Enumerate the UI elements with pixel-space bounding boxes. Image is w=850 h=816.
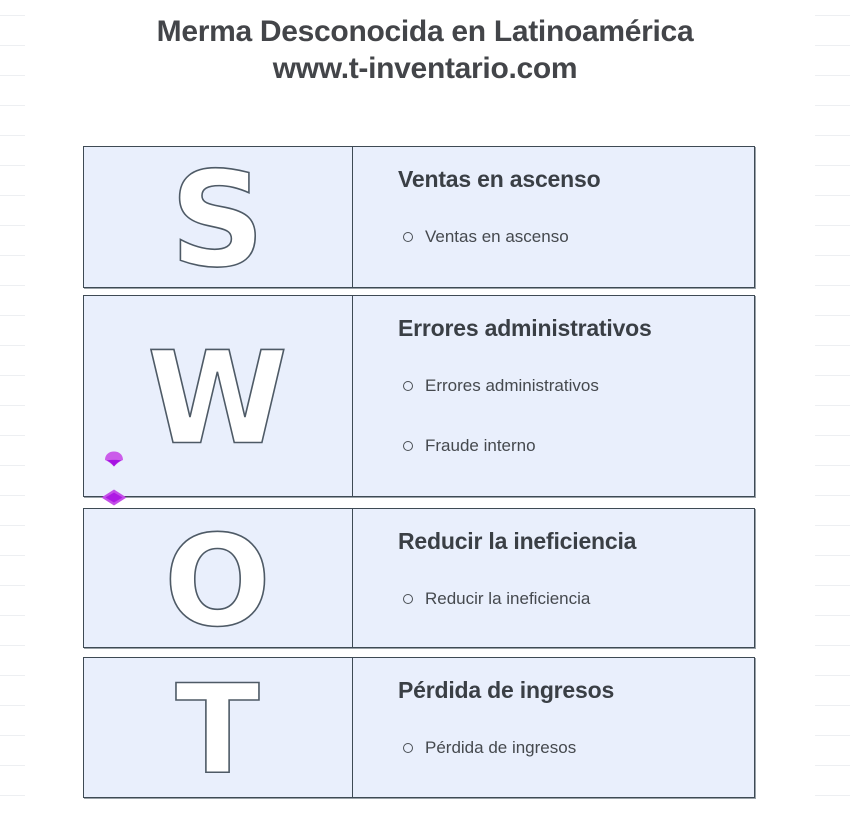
purple-shell-icon	[103, 450, 125, 468]
section-heading: Pérdida de ingresos	[398, 677, 615, 703]
hollow-circle-bullet-icon	[403, 381, 413, 391]
notebook-ruled-lines-right	[815, 0, 850, 816]
swot-letter-cell-t	[84, 658, 353, 797]
swot-row-threats	[83, 657, 755, 798]
swot-content-weaknesses	[353, 296, 754, 496]
letter-t: T	[175, 658, 260, 797]
title-line-1: Merma Desconocida en Latinoamérica	[156, 15, 694, 48]
swot-row-opportunities	[83, 508, 755, 648]
section-heading: Errores administrativos	[398, 315, 652, 341]
outline-letter-o-icon	[84, 509, 352, 647]
swot-letter-cell-s	[84, 147, 353, 287]
section-heading: Ventas en ascenso	[398, 166, 601, 192]
swot-content-opportunities	[353, 509, 754, 647]
section-heading: Reducir la ineficiencia	[398, 528, 637, 554]
outline-letter-t-icon	[84, 658, 352, 797]
list-item-label: Reducir la ineficiencia	[425, 589, 591, 608]
letter-w: W	[147, 325, 288, 474]
list-item	[398, 436, 738, 456]
letter-s: S	[170, 147, 265, 287]
hollow-circle-bullet-icon	[403, 594, 413, 604]
title-line-2: www.t-inventario.com	[272, 52, 578, 85]
list-item-label: Fraude interno	[425, 436, 536, 455]
list-item-label: Ventas en ascenso	[425, 227, 569, 246]
swot-row-weaknesses	[83, 295, 755, 497]
swot-content-threats	[353, 658, 754, 797]
hollow-circle-bullet-icon	[403, 743, 413, 753]
swot-row-strengths	[83, 146, 755, 288]
list-item	[398, 227, 738, 247]
list-item-label: Pérdida de ingresos	[425, 738, 577, 757]
list-item-label: Errores administrativos	[425, 376, 599, 395]
purple-diamond-icon	[101, 489, 127, 506]
list-item	[398, 738, 738, 758]
hollow-circle-bullet-icon	[403, 232, 413, 242]
swot-letter-cell-o	[84, 509, 353, 647]
list-item	[398, 589, 738, 609]
hollow-circle-bullet-icon	[403, 441, 413, 451]
notebook-ruled-lines-left	[0, 0, 25, 816]
letter-o: O	[164, 509, 271, 647]
list-item	[398, 376, 738, 396]
outline-letter-s-icon	[84, 147, 352, 287]
page-title	[0, 13, 850, 87]
swot-content-strengths	[353, 147, 754, 287]
